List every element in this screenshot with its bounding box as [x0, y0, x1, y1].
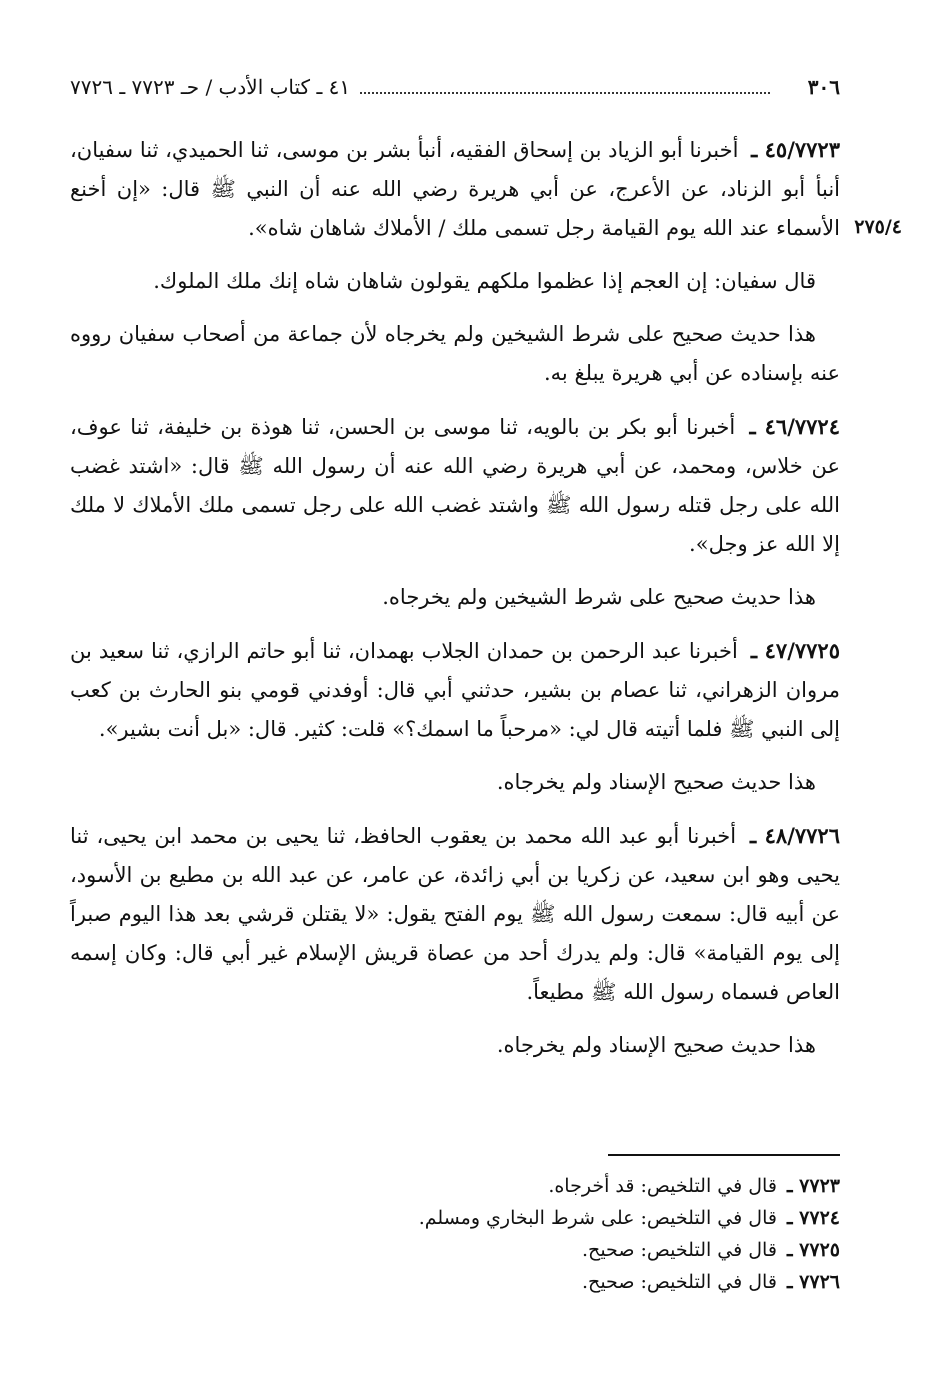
header-title: ٤١ ـ كتاب الأدب / حـ ٧٧٢٣ ـ ٧٧٢٦ [70, 75, 351, 99]
hadith-number: ٤٥/٧٧٢٣ ـ [751, 137, 840, 162]
hadith-entry [70, 631, 840, 749]
hadith-text: أخبرنا عبد الرحمن بن حمدان الجلاب بهمدان، ثنا أبو حاتم الرازي، ثنا سعيد بن مروان الزهراني، ثنا عصام بن بشير، حدثني أبي قال: أوفدني قومي بنو الحارث بن كعب إلى النبي ﷺ فلما أتيته قال لي: «مرحباً ما اسمك؟» قلت: كثير. قال: «بل أنت بشير». [70, 639, 840, 741]
grading-note: هذا حديث صحيح على شرط الشيخين ولم يخرجاه. [382, 585, 816, 609]
footnote [70, 1202, 840, 1234]
footnote-number: ٧٧٢٦ ـ [786, 1271, 840, 1293]
main-text [70, 130, 902, 1065]
margin-volume-page-note: ٢٧٥/٤ [854, 216, 902, 238]
footnote [70, 1234, 840, 1266]
footnote-text: قال في التلخيص: صحيح. [582, 1271, 777, 1293]
footnote-separator [608, 1154, 840, 1156]
footnote [70, 1266, 840, 1298]
hadith-number: ٤٦/٧٧٢٤ ـ [749, 414, 840, 439]
grading-note: هذا حديث صحيح الإسناد ولم يخرجاه. [496, 770, 816, 794]
hadith-text: أخبرنا أبو الزياد بن إسحاق الفقيه، أنبأ بشر بن موسى، ثنا الحميدي، ثنا سفيان، أنبأ أبو الزناد، عن الأعرج، عن أبي هريرة رضي الله عنه أن النبي ﷺ قال: «إن أخنع الأسماء عند الله يوم القيامة رجل تسمى ملك / الأملاك شاهان شاه». [70, 138, 840, 240]
footnotes [70, 1170, 840, 1298]
hadith-number: ٤٨/٧٧٢٦ ـ [749, 823, 840, 848]
hadith-entry [70, 816, 840, 1012]
book-page [70, 70, 902, 1293]
footnote-text: قال في التلخيص: على شرط البخاري ومسلم. [418, 1207, 777, 1229]
hadith-number: ٤٧/٧٧٢٥ ـ [750, 638, 840, 663]
hadith-text: أخبرنا أبو بكر بن بالويه، ثنا موسى بن الحسن، ثنا هوذة بن خليفة، ثنا عوف، عن خلاس، ومحمد، عن أبي هريرة رضي الله عنه أن رسول الله ﷺ قال: «اشتد غضب الله على رجل قتله رسول الله ﷺ واشتد غضب الله على رجل تسمى ملك الأملاك لا ملك إلا الله عز وجل». [70, 415, 840, 556]
grading-note: هذا حديث صحيح الإسناد ولم يخرجاه. [496, 1033, 816, 1057]
grading-note: هذا حديث صحيح على شرط الشيخين ولم يخرجاه لأن جماعة من أصحاب سفيان رووه عنه بإسناده عن أبي هريرة يبلغ به. [70, 322, 840, 385]
footnote-text: قال في التلخيص: صحيح. [582, 1239, 777, 1261]
commentary: قال سفيان: إن العجم إذا عظموا ملكهم يقولون شاهان شاه إنك ملك الملوك. [153, 269, 816, 293]
hadith-text: أخبرنا أبو عبد الله محمد بن يعقوب الحافظ، ثنا يحيى بن محمد ابن يحيى، ثنا يحيى وهو ابن سعيد، عن زكريا بن أبي زائدة، عن عامر، عن عبد الله بن مطيع بن الأسود، عن أبيه قال: سمعت رسول الله ﷺ يوم الفتح يقول: «لا يقتلن قرشي بعد هذا اليوم صبراً إلى يوم القيامة» قال: ولم يدرك أحد من عصاة قريش الإسلام غير أبي قال: وكان إسمه العاص فسماه رسول الله ﷺ مطيعاً. [70, 824, 840, 1004]
footnote-number: ٧٧٢٤ ـ [786, 1207, 840, 1229]
footnote-number: ٧٧٢٥ ـ [786, 1239, 840, 1261]
page-number: ٣٠٦ [807, 75, 840, 99]
running-header [70, 70, 840, 104]
hadith-entry [70, 407, 840, 564]
hadith-entry [70, 130, 902, 248]
footnote-text: قال في التلخيص: قد أخرجاه. [548, 1175, 777, 1197]
footnote-number: ٧٧٢٣ ـ [786, 1175, 840, 1197]
footnote [70, 1170, 840, 1202]
header-dot-leader [360, 92, 770, 94]
